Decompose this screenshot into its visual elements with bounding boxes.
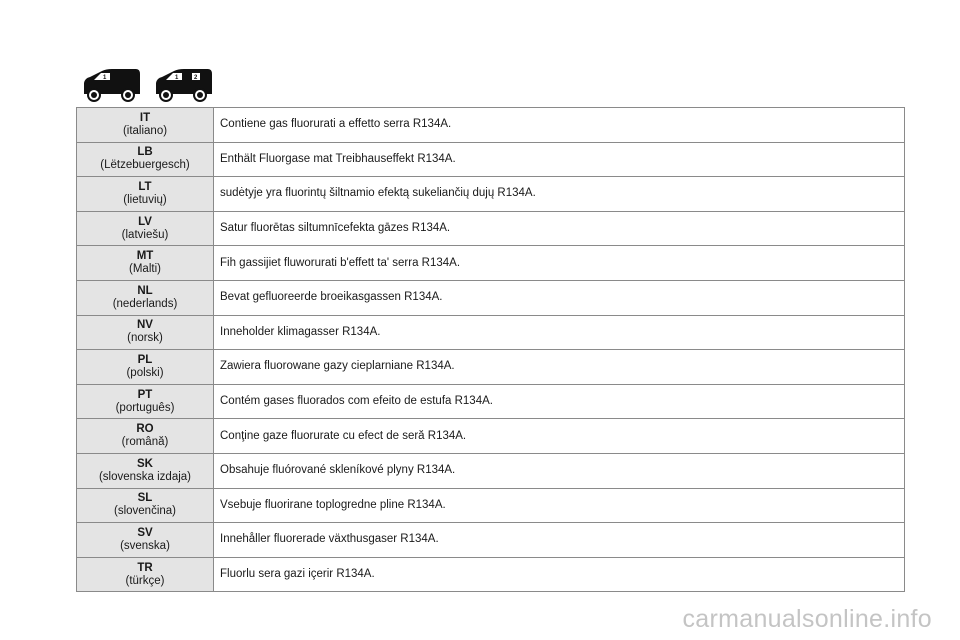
refrigerant-text: Zawiera fluorowane gazy cieplarniane R134A. bbox=[214, 350, 905, 385]
refrigerant-text: sudėtyje yra fluorintų šiltnamio efektą sukeliančių dujų R134A. bbox=[214, 177, 905, 212]
language-name: (português) bbox=[115, 401, 175, 414]
language-cell bbox=[77, 384, 214, 419]
language-code: LB bbox=[137, 146, 153, 159]
table-row bbox=[77, 419, 905, 454]
language-cell bbox=[77, 108, 214, 143]
table-row bbox=[77, 384, 905, 419]
language-name: (Malti) bbox=[129, 263, 161, 276]
table-row bbox=[77, 488, 905, 523]
refrigerant-text: Vsebuje fluorirane toplogredne pline R134A. bbox=[214, 488, 905, 523]
language-cell bbox=[77, 142, 214, 177]
language-code: PL bbox=[137, 353, 153, 366]
table-row bbox=[77, 557, 905, 592]
language-name: (norsk) bbox=[127, 332, 163, 345]
language-code: RO bbox=[136, 423, 154, 436]
language-code: SV bbox=[137, 526, 153, 539]
language-code: PT bbox=[137, 388, 153, 401]
table-row bbox=[77, 453, 905, 488]
language-code: SK bbox=[137, 457, 153, 470]
language-code: IT bbox=[139, 111, 151, 124]
refrigerant-text: Satur fluorētas siltumnīcefekta gāzes R134A. bbox=[214, 211, 905, 246]
refrigerant-text: Fluorlu sera gazi içerir R134A. bbox=[214, 557, 905, 592]
van-badge-front: 1 bbox=[175, 75, 179, 81]
language-cell bbox=[77, 523, 214, 558]
refrigerant-text: Inneholder klimagasser R134A. bbox=[214, 315, 905, 350]
language-code: SL bbox=[137, 492, 153, 505]
table-row bbox=[77, 280, 905, 315]
refrigerant-text: Bevat gefluoreerde broeikasgassen R134A. bbox=[214, 280, 905, 315]
language-code: TR bbox=[137, 561, 153, 574]
refrigerant-language-table bbox=[76, 107, 905, 592]
language-code: NL bbox=[137, 284, 153, 297]
refrigerant-text: Conţine gaze fluorurate cu efect de seră R134A. bbox=[214, 419, 905, 454]
language-cell bbox=[77, 246, 214, 281]
language-name: (slovenska izdaja) bbox=[98, 470, 192, 483]
language-cell bbox=[77, 557, 214, 592]
language-name: (latviešu) bbox=[121, 228, 169, 241]
language-cell bbox=[77, 280, 214, 315]
language-name: (nederlands) bbox=[112, 297, 178, 310]
language-name: (lietuvių) bbox=[123, 193, 167, 206]
language-cell bbox=[77, 453, 214, 488]
van-dual-climate-icon bbox=[152, 68, 214, 102]
table-row bbox=[77, 246, 905, 281]
language-code: LT bbox=[138, 180, 152, 193]
language-name: (polski) bbox=[126, 366, 164, 379]
refrigerant-text: Contém gases fluorados com efeito de estufa R134A. bbox=[214, 384, 905, 419]
watermark: carmanualsonline.info bbox=[682, 605, 932, 633]
table-row bbox=[77, 315, 905, 350]
table-row bbox=[77, 523, 905, 558]
language-cell bbox=[77, 315, 214, 350]
language-name: (italiano) bbox=[122, 124, 168, 137]
van-single-climate-icon bbox=[80, 68, 142, 102]
van-badge-rear: 2 bbox=[194, 75, 198, 81]
language-cell bbox=[77, 211, 214, 246]
van-badge: 1 bbox=[103, 75, 107, 81]
refrigerant-text: Obsahuje fluórované skleníkové plyny R134A. bbox=[214, 453, 905, 488]
language-name: (slovenčina) bbox=[114, 505, 176, 518]
table-row bbox=[77, 350, 905, 385]
language-name: (Lëtzebuergesch) bbox=[100, 159, 190, 172]
language-name: (türkçe) bbox=[125, 574, 165, 587]
language-cell bbox=[77, 488, 214, 523]
language-code: LV bbox=[138, 215, 152, 228]
table-row bbox=[77, 177, 905, 212]
language-cell bbox=[77, 177, 214, 212]
language-code: MT bbox=[136, 250, 154, 263]
table-row bbox=[77, 142, 905, 177]
language-cell bbox=[77, 350, 214, 385]
refrigerant-text: Fih gassijiet fluworurati b'effett ta' serra R134A. bbox=[214, 246, 905, 281]
language-name: (svenska) bbox=[120, 539, 170, 552]
refrigerant-text: Contiene gas fluorurati a effetto serra R134A. bbox=[214, 108, 905, 143]
refrigerant-text: Enthält Fluorgase mat Treibhauseffekt R134A. bbox=[214, 142, 905, 177]
language-cell bbox=[77, 419, 214, 454]
language-name: (română) bbox=[121, 436, 169, 449]
language-code: NV bbox=[137, 319, 153, 332]
refrigerant-text: Innehåller fluorerade växthusgaser R134A. bbox=[214, 523, 905, 558]
table-row bbox=[77, 108, 905, 143]
table-row bbox=[77, 211, 905, 246]
vehicle-icons bbox=[80, 68, 220, 104]
